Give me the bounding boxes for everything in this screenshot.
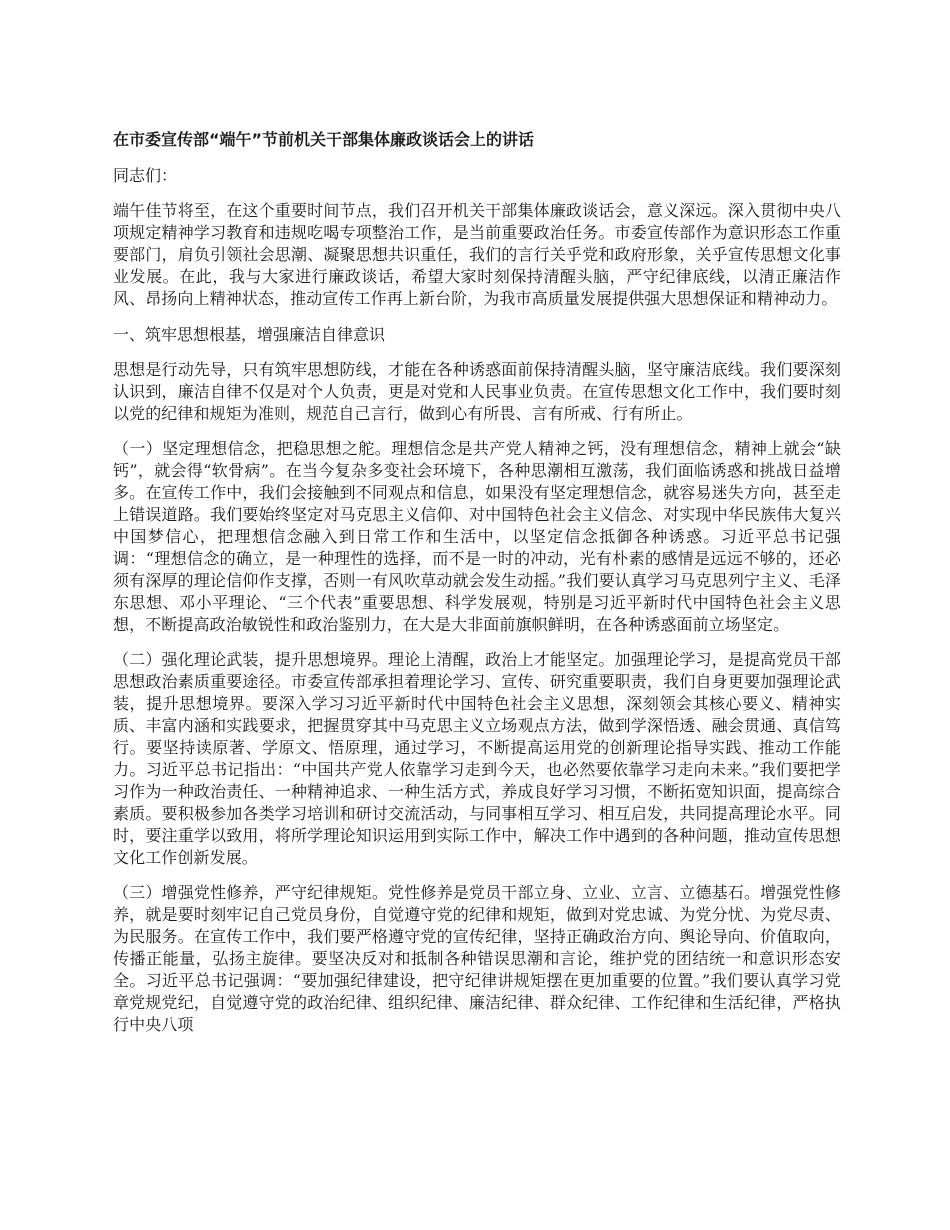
section-1-intro-paragraph: 思想是行动先导，只有筑牢思想防线，才能在各种诱惑面前保持清醒头脑，坚守廉洁底线。我们要深刻认识到，廉洁自律不仅是对个人负责，更是对党和人民事业负责。在宣传思想文化工作中，我们要时刻以党的纪律和规矩为准则，规范自己言行，做到心有所畏、言有所戒、行有所止。 [113, 360, 841, 423]
intro-paragraph: 端午佳节将至，在这个重要时间节点，我们召开机关干部集体廉政谈话会，意义深远。深入贯彻中央八项规定精神学习教育和违规吃喝专项整治工作，是当前重要政治任务。市委宣传部作为意识形态工作重要部门，肩负引领社会思潮、凝聚思想共识重任，我们的言行关乎党和政府形象，关乎宣传思想文化事业发展。在此，我与大家进行廉政谈话，希望大家时刻保持清醒头脑，严守纪律底线，以清正廉洁作风、昂扬向上精神状态，推动宣传工作再上新台阶，为我市高质量发展提供强大思想保证和精神动力。 [113, 201, 841, 308]
point-3-paragraph: （三）增强党性修养，严守纪律规矩。党性修养是党员干部立身、立业、立言、立德基石。增强党性修养，就是要时刻牢记自己党员身份，自觉遵守党的纪律和规矩，做到对党忠诚、为党分忧、为党尽责、为民服务。在宣传工作中，我们要严格遵守党的宣传纪律，坚持正确政治方向、舆论导向、价值取向，传播正能量，弘扬主旋律。要坚决反对和抵制各种错误思潮和言论，维护党的团结统一和意识形态安全。习近平总书记强调：“要加强纪律建设，把守纪律讲规矩摆在更加重要的位置。”我们要认真学习党章党规党纪，自觉遵守党的政治纪律、组织纪律、廉洁纪律、群众纪律、工作纪律和生活纪律，严格执行中央八项 [113, 883, 841, 1034]
document-page [113, 128, 841, 1049]
document-title: 在市委宣传部“端午”节前机关干部集体廉政谈话会上的讲话 [113, 130, 535, 149]
greeting: 同志们： [113, 166, 178, 185]
point-1-paragraph: （一）坚定理想信念，把稳思想之舵。理想信念是共产党人精神之钙，没有理想信念，精神上就会“缺钙”，就会得“软骨病”。在当今复杂多变社会环境下，各种思潮相互激荡，我们面临诱惑和挑战日益增多。在宣传工作中，我们会接触到不同观点和信息，如果没有坚定理想信念，就容易迷失方向，甚至走上错误道路。我们要始终坚定对马克思主义信仰、对中国特色社会主义信念、对实现中华民族伟大复兴中国梦信心，把理想信念融入到日常工作和生活中，以坚定信念抵御各种诱惑。习近平总书记强调：“理想信念的确立，是一种理性的选择，而不是一时的冲动，光有朴素的感情是远远不够的，还必须有深厚的理论信仰作支撑，否则一有风吹草动就会发生动摇。”我们要认真学习马克思列宁主义、毛泽东思想、邓小平理论、“三个代表”重要思想、科学发展观，特别是习近平新时代中国特色社会主义思想，不断提高政治敏锐性和政治鉴别力，在大是大非面前旗帜鲜明，在各种诱惑面前立场坚定。 [113, 439, 841, 634]
point-2-paragraph: （二）强化理论武装，提升思想境界。理论上清醒，政治上才能坚定。加强理论学习，是提高党员干部思想政治素质重要途径。市委宣传部承担着理论学习、宣传、研究重要职责，我们自身更要加强理论武装，提升思想境界。要深入学习习近平新时代中国特色社会主义思想，深刻领会其核心要义、精神实质、丰富内涵和实践要求，把握贯穿其中马克思主义立场观点方法，做到学深悟透、融会贯通、真信笃行。要坚持读原著、学原文、悟原理，通过学习，不断提高运用党的创新理论指导实践、推动工作能力。习近平总书记指出：“中国共产党人依靠学习走到今天，也必然要依靠学习走向未来。”我们要把学习作为一种政治责任、一种精神追求、一种生活方式，养成良好学习习惯，不断拓宽知识面，提高综合素质。要积极参加各类学习培训和研讨交流活动，与同事相互学习、相互启发，共同提高理论水平。同时，要注重学以致用，将所学理论知识运用到实际工作中，解决工作中遇到的各种问题，推动宣传思想文化工作创新发展。 [113, 650, 841, 867]
section-heading-1: 一、筑牢思想根基，增强廉洁自律意识 [113, 325, 386, 344]
